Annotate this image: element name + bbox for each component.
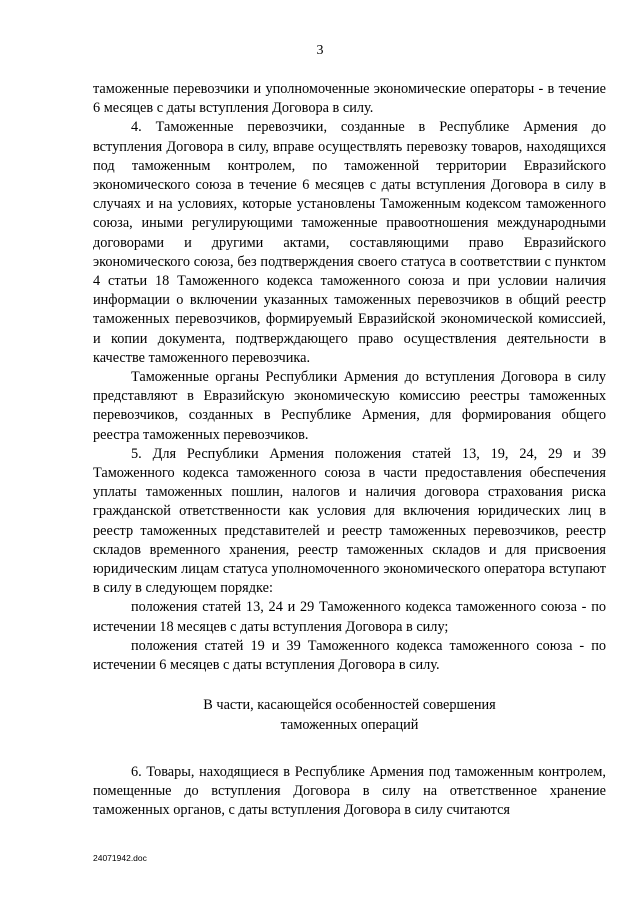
paragraph-item-6: 6. Товары, находящиеся в Республике Армения под таможенным контролем, помещенные до вступления Договора в силу на ответственное хранение таможенных органов, с даты вступления Договора в силу считаются [93, 763, 606, 819]
paragraph-item-4: 4. Таможенные перевозчики, созданные в Республике Армения до вступления Договора в силу, вправе осуществлять перевозку товаров, находящихся под таможенным контролем, по таможенной территории Евразийского экономического союза в течение 6 месяцев с даты вступления Договора в силу в случаях и на условиях, которые установлены Таможенным кодексом таможенного союза, иными регулирующими таможенные правоотношения международными договорами и другими актами, составляющими право Евразийского экономического союза, без подтверждения своего статуса в соответствии с пунктом 4 статьи 18 Таможенного кодекса таможенного союза и при условии наличия информации о включении указанных таможенных перевозчиков в общий реестр таможенных перевозчиков, формируемый Евразийской экономической комиссией, и копии документа, подтверждающего право осуществления деятельности в качестве таможенного перевозчика. [93, 119, 606, 366]
page-number: 3 [316, 43, 324, 58]
paragraph-continuation: таможенные перевозчики и уполномоченные экономические операторы - в течение 6 месяцев с даты вступления Договора в силу. [93, 81, 606, 117]
paragraph-item-5: 5. Для Республики Армения положения статей 13, 19, 24, 29 и 39 Таможенного кодекса таможенного союза в части предоставления обеспечения уплаты таможенных пошлин, налогов и наличия договора страхования риска гражданской ответственности как условия для включения юридических лиц в реестр таможенных представителей и реестр таможенных перевозчиков, реестр складов временного хранения, реестр таможенных складов и для присвоения юридическим лицам статуса уполномоченного экономического оператора вступают в силу в следующем порядке: [93, 445, 606, 597]
document-body [93, 80, 606, 820]
paragraph-articles-19-39: положения статей 19 и 39 Таможенного кодекса таможенного союза - по истечении 6 месяцев с даты вступления Договора в силу. [93, 637, 606, 674]
paragraph-customs-registers: Таможенные органы Республики Армения до вступления Договора в силу представляют в Евразийскую экономическую комиссию реестры таможенных перевозчиков, созданных в Республике Армения, для формирования общего реестра таможенных перевозчиков. [93, 369, 606, 443]
section-heading [93, 696, 606, 734]
section-heading-line-2: таможенных операций [280, 716, 419, 733]
footer-filename: 24071942.doc [93, 853, 147, 863]
paragraph-articles-13-24-29: положения статей 13, 24 и 29 Таможенного кодекса таможенного союза - по истечении 18 месяцев с даты вступления Договора в силу; [93, 599, 606, 635]
section-heading-line-1: В части, касающейся особенностей совершения [203, 697, 496, 714]
